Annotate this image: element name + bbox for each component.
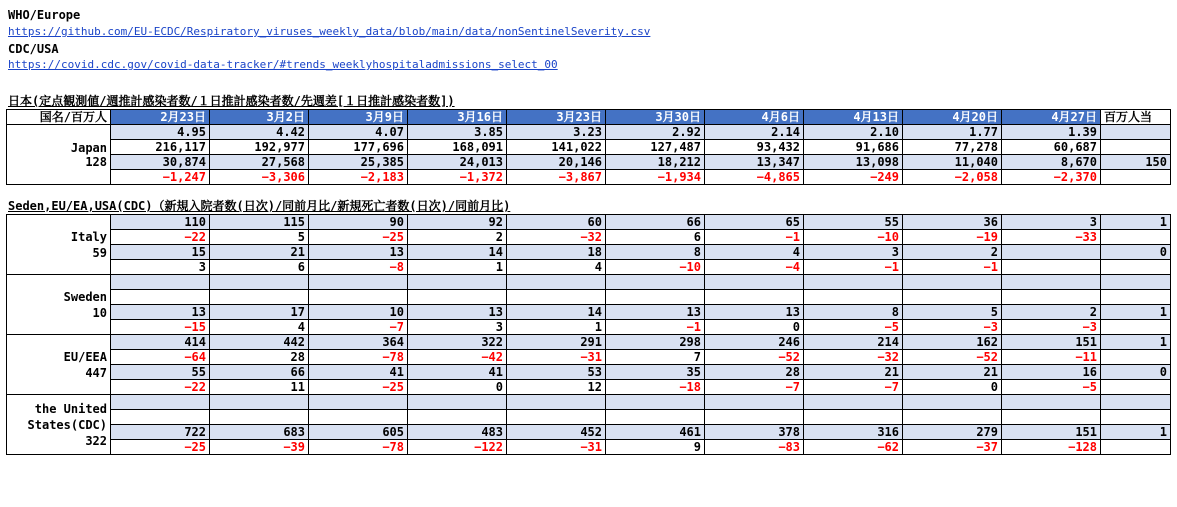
data-cell: 28 (210, 350, 309, 365)
data-cell: −32 (804, 350, 903, 365)
data-cell: 14 (507, 305, 606, 320)
data-cell: −62 (804, 440, 903, 455)
per-million-cell (1101, 350, 1171, 365)
data-cell: 364 (309, 335, 408, 350)
data-cell: −52 (903, 350, 1002, 365)
table-row (7, 290, 1171, 305)
date-header: 3月16日 (408, 110, 507, 125)
data-cell: −2,183 (309, 170, 408, 185)
data-cell (804, 275, 903, 290)
data-cell (210, 290, 309, 305)
data-cell: 1 (507, 320, 606, 335)
per-million-cell: 0 (1101, 365, 1171, 380)
data-cell: −25 (309, 230, 408, 245)
data-cell (309, 275, 408, 290)
data-cell (111, 275, 210, 290)
date-header: 4月13日 (804, 110, 903, 125)
data-cell: 151 (1002, 335, 1101, 350)
data-cell: −19 (903, 230, 1002, 245)
data-cell (804, 410, 903, 425)
country-pop: 447 (85, 365, 107, 380)
data-cell: −78 (309, 350, 408, 365)
data-cell: 3.23 (507, 125, 606, 140)
data-cell (606, 410, 705, 425)
data-cell: 1.39 (1002, 125, 1101, 140)
data-cell: −31 (507, 350, 606, 365)
data-cell (903, 290, 1002, 305)
per-million-cell (1101, 230, 1171, 245)
country-pop: 59 (92, 245, 107, 260)
data-cell: −1,372 (408, 170, 507, 185)
data-cell: −42 (408, 350, 507, 365)
data-cell: 291 (507, 335, 606, 350)
data-cell: 378 (705, 425, 804, 440)
data-cell: −32 (507, 230, 606, 245)
data-cell: 4 (705, 245, 804, 260)
data-cell: 246 (705, 335, 804, 350)
data-cell: 13 (309, 245, 408, 260)
data-cell (705, 395, 804, 410)
per-million-cell (1101, 320, 1171, 335)
data-cell: −1,247 (111, 170, 210, 185)
data-cell (507, 395, 606, 410)
data-cell: 13 (705, 305, 804, 320)
data-cell: 141,022 (507, 140, 606, 155)
per-million-cell (1101, 440, 1171, 455)
data-cell: 55 (111, 365, 210, 380)
data-cell: 24,013 (408, 155, 507, 170)
country-name: the United States(CDC) (27, 401, 107, 432)
cdc-label: CDC/USA (8, 42, 59, 56)
data-cell: 192,977 (210, 140, 309, 155)
data-cell: 30,874 (111, 155, 210, 170)
data-cell: 13 (408, 305, 507, 320)
data-cell: 28 (705, 365, 804, 380)
data-cell: 8 (606, 245, 705, 260)
data-cell (705, 290, 804, 305)
table-row (7, 245, 1171, 260)
data-cell: 13 (606, 305, 705, 320)
country-name: Sweden (63, 289, 107, 304)
data-cell: −1 (903, 260, 1002, 275)
data-cell: 55 (804, 215, 903, 230)
data-cell: 7 (606, 350, 705, 365)
data-cell: 15 (111, 245, 210, 260)
data-cell: −11 (1002, 350, 1101, 365)
data-cell: −83 (705, 440, 804, 455)
country-cell (7, 335, 111, 395)
data-cell (903, 275, 1002, 290)
data-cell: 722 (111, 425, 210, 440)
data-cell: −7 (705, 380, 804, 395)
per-million-cell: 1 (1101, 335, 1171, 350)
per-million-cell (1101, 290, 1171, 305)
data-cell: −3,867 (507, 170, 606, 185)
data-cell: 21 (804, 365, 903, 380)
countries-table (6, 214, 1171, 455)
data-cell (1002, 275, 1101, 290)
data-cell: −15 (111, 320, 210, 335)
data-cell (111, 410, 210, 425)
country-cell (7, 215, 111, 275)
data-cell: 60,687 (1002, 140, 1101, 155)
who-label: WHO/Europe (8, 8, 81, 22)
date-header: 2月23日 (111, 110, 210, 125)
data-cell: 115 (210, 215, 309, 230)
per-million-cell: 0 (1101, 245, 1171, 260)
data-cell: 60 (507, 215, 606, 230)
data-cell: 298 (606, 335, 705, 350)
table-row (7, 395, 1171, 410)
country-pop: 322 (85, 433, 107, 448)
data-cell: 4 (210, 320, 309, 335)
data-cell: −2,058 (903, 170, 1002, 185)
data-cell: 66 (210, 365, 309, 380)
data-cell: −249 (804, 170, 903, 185)
table-row (7, 170, 1171, 185)
data-cell: −10 (804, 230, 903, 245)
data-cell: −1,934 (606, 170, 705, 185)
data-cell: −52 (705, 350, 804, 365)
data-cell: −33 (1002, 230, 1101, 245)
date-header: 3月23日 (507, 110, 606, 125)
data-cell: 216,117 (111, 140, 210, 155)
data-cell: −31 (507, 440, 606, 455)
data-cell: 90 (309, 215, 408, 230)
data-cell (507, 290, 606, 305)
data-cell (210, 275, 309, 290)
data-cell: 92 (408, 215, 507, 230)
data-cell: 13,347 (705, 155, 804, 170)
data-cell: −22 (111, 380, 210, 395)
data-cell: 683 (210, 425, 309, 440)
data-cell: 8 (804, 305, 903, 320)
data-cell: 14 (408, 245, 507, 260)
date-header: 4月27日 (1002, 110, 1101, 125)
data-cell: −10 (606, 260, 705, 275)
per-million-cell: 150 (1101, 155, 1171, 170)
date-header: 4月20日 (903, 110, 1002, 125)
country-name: Italy (70, 229, 107, 244)
data-cell: 25,385 (309, 155, 408, 170)
data-cell: 110 (111, 215, 210, 230)
data-cell (606, 395, 705, 410)
data-cell: 1 (408, 260, 507, 275)
data-cell: 13 (111, 305, 210, 320)
data-cell: −3 (1002, 320, 1101, 335)
per-million-cell (1101, 140, 1171, 155)
data-cell: 4 (507, 260, 606, 275)
data-cell: 21 (210, 245, 309, 260)
data-cell: 214 (804, 335, 903, 350)
data-cell: −64 (111, 350, 210, 365)
data-cell: −122 (408, 440, 507, 455)
table-row (7, 275, 1171, 290)
data-cell: 3 (1002, 215, 1101, 230)
data-cell: −1 (705, 230, 804, 245)
table-row (7, 320, 1171, 335)
data-cell: −128 (1002, 440, 1101, 455)
data-cell: 279 (903, 425, 1002, 440)
country-cell (7, 395, 111, 455)
date-header: 4月6日 (705, 110, 804, 125)
data-cell: −22 (111, 230, 210, 245)
data-cell: 6 (606, 230, 705, 245)
data-cell: 127,487 (606, 140, 705, 155)
data-cell: −5 (804, 320, 903, 335)
data-cell: 20,146 (507, 155, 606, 170)
data-cell: 442 (210, 335, 309, 350)
country-pop: 128 (85, 154, 107, 169)
data-cell: 1.77 (903, 125, 1002, 140)
data-cell (606, 290, 705, 305)
country-name: EU/EEA (63, 349, 107, 364)
data-cell: 316 (804, 425, 903, 440)
data-cell: 483 (408, 425, 507, 440)
data-cell (111, 395, 210, 410)
data-cell: 322 (408, 335, 507, 350)
country-cell (7, 275, 111, 335)
data-cell: 452 (507, 425, 606, 440)
table-row (7, 440, 1171, 455)
per-million-cell: 1 (1101, 215, 1171, 230)
data-cell: 18,212 (606, 155, 705, 170)
per-million-cell (1101, 380, 1171, 395)
data-cell (408, 290, 507, 305)
data-cell: 21 (903, 365, 1002, 380)
data-cell: −2,370 (1002, 170, 1101, 185)
data-cell: 66 (606, 215, 705, 230)
japan-table-title: 日本(定点観測値/週推計感染者数/１日推計感染者数/先週差[１日推計感染者数]) (8, 94, 455, 108)
data-cell: 162 (903, 335, 1002, 350)
country-pop: 10 (92, 305, 107, 320)
data-cell: 3 (804, 245, 903, 260)
data-cell: 3 (111, 260, 210, 275)
data-cell: −8 (309, 260, 408, 275)
who-url-link[interactable]: https://github.com/EU-ECDC/Respiratory_viruses_weekly_data/blob/main/data/nonSentinelSeverity.csv (8, 25, 651, 38)
data-cell: 2 (408, 230, 507, 245)
per-million-cell (1101, 125, 1171, 140)
table-row (7, 305, 1171, 320)
per-million-cell (1101, 275, 1171, 290)
data-cell (1002, 395, 1101, 410)
per-million-cell (1101, 395, 1171, 410)
data-cell: −78 (309, 440, 408, 455)
per-million-cell (1101, 260, 1171, 275)
table-row (7, 260, 1171, 275)
data-cell (210, 395, 309, 410)
data-cell: 0 (705, 320, 804, 335)
data-cell (408, 410, 507, 425)
data-cell: 16 (1002, 365, 1101, 380)
data-cell: 65 (705, 215, 804, 230)
data-cell: 10 (309, 305, 408, 320)
data-cell (606, 275, 705, 290)
data-cell: −18 (606, 380, 705, 395)
data-cell: −7 (309, 320, 408, 335)
data-cell: 5 (210, 230, 309, 245)
date-header: 3月9日 (309, 110, 408, 125)
data-cell: 9 (606, 440, 705, 455)
data-cell (408, 275, 507, 290)
data-cell (507, 275, 606, 290)
data-cell (1002, 410, 1101, 425)
data-cell: 2 (903, 245, 1002, 260)
per-million-cell: 1 (1101, 425, 1171, 440)
data-cell: −25 (111, 440, 210, 455)
table-row (7, 215, 1171, 230)
data-cell (804, 290, 903, 305)
table-row (7, 380, 1171, 395)
data-cell: −1 (606, 320, 705, 335)
section2-title: Seden,EU/EA,USA(CDC)（新規入院者数(日次)/同前月比/新規死亡者数(日次)/同前月比) (8, 199, 511, 213)
data-cell: 177,696 (309, 140, 408, 155)
data-cell (507, 410, 606, 425)
data-cell (804, 395, 903, 410)
data-cell: 6 (210, 260, 309, 275)
table-row (7, 365, 1171, 380)
table-row (7, 425, 1171, 440)
per-million-cell (1101, 410, 1171, 425)
data-cell (705, 410, 804, 425)
data-cell (309, 290, 408, 305)
country-name: Japan (70, 140, 107, 155)
data-cell (705, 275, 804, 290)
data-cell (1002, 290, 1101, 305)
data-cell: 4.07 (309, 125, 408, 140)
date-header: 3月2日 (210, 110, 309, 125)
table-row (7, 335, 1171, 350)
data-cell (111, 290, 210, 305)
data-cell (309, 410, 408, 425)
data-cell: 18 (507, 245, 606, 260)
data-cell: −5 (1002, 380, 1101, 395)
data-cell: −7 (804, 380, 903, 395)
table-row (7, 140, 1171, 155)
data-cell (903, 395, 1002, 410)
country-cell (7, 125, 111, 185)
data-cell: 3.85 (408, 125, 507, 140)
data-cell: −1 (804, 260, 903, 275)
data-cell: 17 (210, 305, 309, 320)
data-cell: 91,686 (804, 140, 903, 155)
table-row (7, 350, 1171, 365)
data-cell: 2.14 (705, 125, 804, 140)
data-cell: 461 (606, 425, 705, 440)
data-cell: 4.42 (210, 125, 309, 140)
data-cell: −3,306 (210, 170, 309, 185)
data-cell (1002, 245, 1101, 260)
table-row (7, 410, 1171, 425)
data-cell: 27,568 (210, 155, 309, 170)
data-cell: −25 (309, 380, 408, 395)
data-cell: 2.10 (804, 125, 903, 140)
data-cell: 8,670 (1002, 155, 1101, 170)
data-cell (903, 410, 1002, 425)
date-header: 3月30日 (606, 110, 705, 125)
data-cell: −4 (705, 260, 804, 275)
data-cell: 35 (606, 365, 705, 380)
data-cell: 41 (408, 365, 507, 380)
data-cell: −3 (903, 320, 1002, 335)
table-row (7, 155, 1171, 170)
data-cell: 151 (1002, 425, 1101, 440)
data-cell: 53 (507, 365, 606, 380)
data-cell: 36 (903, 215, 1002, 230)
data-cell: 2 (1002, 305, 1101, 320)
data-cell: −39 (210, 440, 309, 455)
data-cell: 11,040 (903, 155, 1002, 170)
data-cell (1002, 260, 1101, 275)
data-cell: 414 (111, 335, 210, 350)
table-row (7, 230, 1171, 245)
data-cell: 168,091 (408, 140, 507, 155)
data-cell: 3 (408, 320, 507, 335)
cdc-url-link[interactable]: https://covid.cdc.gov/covid-data-tracker/#trends_weeklyhospitaladmissions_select_00 (8, 58, 558, 71)
data-cell: −37 (903, 440, 1002, 455)
per-million-cell: 1 (1101, 305, 1171, 320)
data-cell: 77,278 (903, 140, 1002, 155)
table-row (7, 125, 1171, 140)
data-cell: 0 (408, 380, 507, 395)
data-cell: 12 (507, 380, 606, 395)
data-cell: 4.95 (111, 125, 210, 140)
data-cell: −4,865 (705, 170, 804, 185)
per-million-cell (1101, 170, 1171, 185)
data-cell (210, 410, 309, 425)
corner-header: 国名/百万人 (7, 110, 111, 125)
data-cell: 13,098 (804, 155, 903, 170)
data-cell: 605 (309, 425, 408, 440)
data-cell: 11 (210, 380, 309, 395)
data-cell: 5 (903, 305, 1002, 320)
data-cell: 41 (309, 365, 408, 380)
data-cell (408, 395, 507, 410)
per-million-header: 百万人当 (1101, 110, 1171, 125)
data-cell: 0 (903, 380, 1002, 395)
data-cell (309, 395, 408, 410)
data-cell: 93,432 (705, 140, 804, 155)
japan-table (6, 109, 1171, 185)
data-cell: 2.92 (606, 125, 705, 140)
